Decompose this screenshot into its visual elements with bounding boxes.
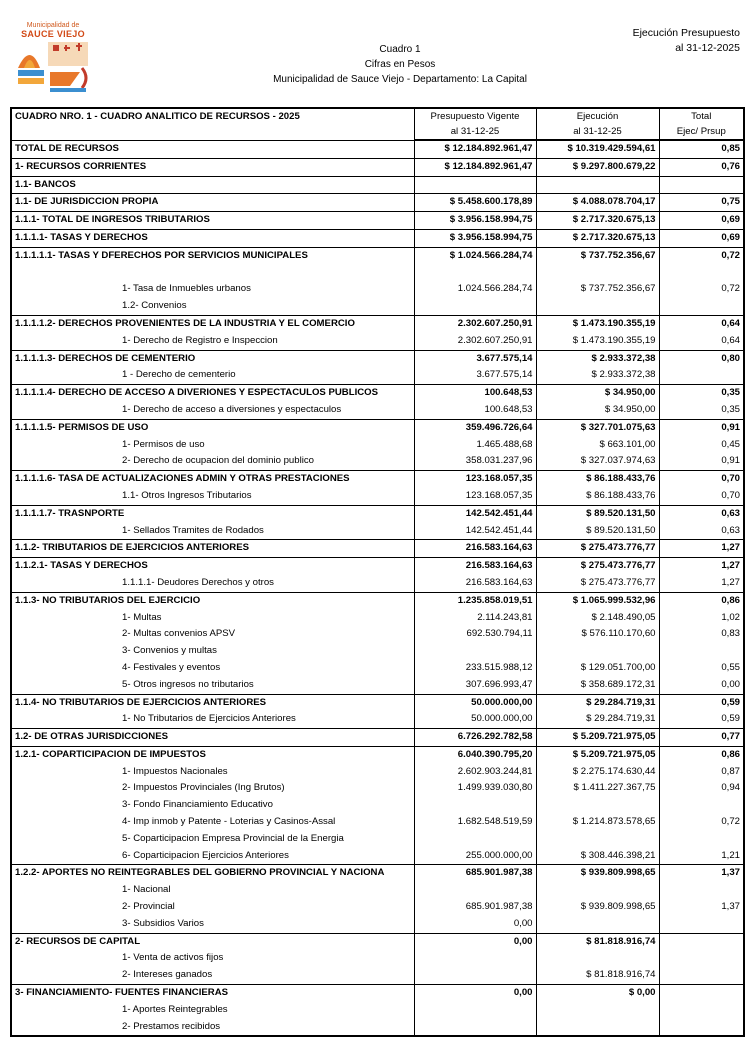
row-label: 1.1.1.1.1- TASAS Y DFERECHOS POR SERVICIOS MUNICIPALES [11,247,414,264]
row-ratio [659,265,744,282]
row-execution: $ 4.088.078.704,17 [536,194,659,212]
col-execution-subheader: al 31-12-25 [536,124,659,140]
row-execution [536,1002,659,1019]
row-label: 1.1- Otros Ingresos Tributarios [11,488,414,505]
row-label: 1.1.2.1- TASAS Y DERECHOS [11,558,414,575]
row-budget: 100.648,53 [414,385,536,402]
row-label: 2- Prestamos recibidos [11,1019,414,1037]
row-label: 1.1.2- TRIBUTARIOS DE EJERCICIOS ANTERIORES [11,540,414,558]
table-row [11,780,744,797]
row-execution [536,882,659,899]
row-execution [536,298,659,315]
row-execution: $ 89.520.131,50 [536,505,659,522]
row-ratio: 0,59 [659,694,744,711]
row-ratio: 0,76 [659,158,744,176]
table-row [11,385,744,402]
row-execution [536,950,659,967]
row-budget: 0,00 [414,916,536,933]
row-ratio: 0,77 [659,729,744,747]
row-budget [414,1002,536,1019]
report-header [240,42,560,87]
row-execution [536,797,659,814]
table-row [11,882,744,899]
row-budget: $ 3.956.158.994,75 [414,212,536,230]
table-row [11,523,744,540]
row-ratio: 1,21 [659,848,744,865]
row-budget: 3.677.575,14 [414,350,536,367]
row-budget: 123.168.057,35 [414,488,536,505]
table-row [11,265,744,282]
row-budget: 1.024.566.284,74 [414,281,536,298]
row-execution: $ 737.752.356,67 [536,247,659,264]
logo-emblem-icon [10,38,96,96]
row-label [11,265,414,282]
row-ratio [659,176,744,194]
col-ratio-subheader: Ejec/ Prsup [659,124,744,140]
table-row [11,437,744,454]
row-ratio [659,367,744,384]
row-label: 1.1- DE JURISDICCION PROPIA [11,194,414,212]
row-label: 1- Derecho de acceso a diversiones y espectaculos [11,402,414,419]
row-ratio: 0,64 [659,315,744,332]
row-label: 1.1.1.1- Deudores Derechos y otros [11,575,414,592]
row-budget: $ 1.024.566.284,74 [414,247,536,264]
row-ratio [659,882,744,899]
row-label: 1.1.1.1.6- TASA DE ACTUALIZACIONES ADMIN Y OTRAS PRESTACIONES [11,471,414,488]
table-row [11,848,744,865]
row-label: 1.1.1.1.4- DERECHO DE ACCESO A DIVERIONES Y ESPECTACULOS PUBLICOS [11,385,414,402]
row-label: 3- Subsidios Varios [11,916,414,933]
row-budget: $ 12.184.892.961,47 [414,158,536,176]
row-execution: $ 275.473.776,77 [536,540,659,558]
table-row [11,471,744,488]
row-label: 1.2- DE OTRAS JURISDICCIONES [11,729,414,747]
row-ratio: 0,63 [659,505,744,522]
row-execution: $ 939.809.998,65 [536,899,659,916]
table-row [11,677,744,694]
row-label: 1.2.1- COPARTICIPACION DE IMPUESTOS [11,746,414,763]
row-budget: 2.602.903.244,81 [414,764,536,781]
table-row [11,298,744,315]
row-ratio [659,967,744,984]
row-budget [414,967,536,984]
row-ratio: 0,72 [659,247,744,264]
row-ratio: 0,55 [659,660,744,677]
row-label: 2- Intereses ganados [11,967,414,984]
row-execution: $ 275.473.776,77 [536,575,659,592]
row-ratio [659,831,744,848]
row-label: 1.2.2- APORTES NO REINTEGRABLES DEL GOBIERNO PROVINCIAL Y NACIONA [11,865,414,882]
row-execution: $ 5.209.721.975,05 [536,729,659,747]
row-label: 1- Aportes Reintegrables [11,1002,414,1019]
table-row [11,488,744,505]
row-ratio: 1,37 [659,899,744,916]
row-budget: 2.302.607.250,91 [414,333,536,350]
row-label: 1.1.1.1.7- TRASNPORTE [11,505,414,522]
logo-line-1: Municipalidad de [26,22,80,29]
row-execution: $ 129.051.700,00 [536,660,659,677]
row-ratio: 0,70 [659,471,744,488]
row-execution: $ 2.933.372,38 [536,367,659,384]
row-budget [414,298,536,315]
row-ratio [659,643,744,660]
report-units: Cifras en Pesos [364,59,436,70]
row-ratio [659,1019,744,1037]
row-execution [536,643,659,660]
table-row [11,540,744,558]
row-label: 1- Tasa de Inmuebles urbanos [11,281,414,298]
row-ratio: 0,45 [659,437,744,454]
table-row [11,729,744,747]
row-label: 2- Impuestos Provinciales (Ing Brutos) [11,780,414,797]
row-label: 2- RECURSOS DE CAPITAL [11,933,414,950]
row-label: 1.1.1- TOTAL DE INGRESOS TRIBUTARIOS [11,212,414,230]
row-execution: $ 939.809.998,65 [536,865,659,882]
table-row [11,592,744,609]
table-row [11,453,744,470]
row-execution: $ 29.284.719,31 [536,711,659,728]
row-execution [536,1019,659,1037]
resources-table [10,107,745,1037]
row-execution: $ 1.473.190.355,19 [536,315,659,332]
table-row [11,797,744,814]
row-ratio: 0,69 [659,212,744,230]
table-row [11,575,744,592]
table-row [11,814,744,831]
row-label: 1- Permisos de uso [11,437,414,454]
row-budget: $ 5.458.600.178,89 [414,194,536,212]
row-execution: $ 308.446.398,21 [536,848,659,865]
row-budget: 2.114.243,81 [414,610,536,627]
row-ratio: 1,02 [659,610,744,627]
row-execution: $ 576.110.170,60 [536,626,659,643]
row-budget: 123.168.057,35 [414,471,536,488]
row-execution: $ 9.297.800.679,22 [536,158,659,176]
row-label: 1- No Tributarios de Ejercicios Anteriores [11,711,414,728]
row-label: 4- Imp inmob y Patente - Loterias y Casinos-Assal [11,814,414,831]
row-budget: 1.682.548.519,59 [414,814,536,831]
row-label: 1- Sellados Tramites de Rodados [11,523,414,540]
row-ratio: 0,75 [659,194,744,212]
row-ratio [659,1002,744,1019]
row-label: 1.1.1.1.2- DERECHOS PROVENIENTES DE LA INDUSTRIA Y EL COMERCIO [11,315,414,332]
table-row [11,916,744,933]
col-budget-header: Presupuesto Vigente [414,108,536,124]
row-label: 3- Fondo Financiamiento Educativo [11,797,414,814]
row-execution: $ 89.520.131,50 [536,523,659,540]
row-budget [414,643,536,660]
table-row [11,505,744,522]
row-ratio: 0,94 [659,780,744,797]
table-row [11,281,744,298]
row-label: 6- Coparticipacion Ejercicios Anteriores [11,848,414,865]
row-execution: $ 663.101,00 [536,437,659,454]
table-row [11,694,744,711]
row-label: 1.1.1.1.3- DERECHOS DE CEMENTERIO [11,350,414,367]
row-ratio: 0,80 [659,350,744,367]
row-execution [536,831,659,848]
row-execution: $ 737.752.356,67 [536,281,659,298]
table-row [11,1002,744,1019]
table-row [11,746,744,763]
row-label: 1.1.1.1- TASAS Y DERECHOS [11,229,414,247]
row-ratio: 0,72 [659,814,744,831]
row-ratio: 0,69 [659,229,744,247]
row-label: 3- Convenios y multas [11,643,414,660]
row-execution: $ 1.065.999.532,96 [536,592,659,609]
row-label: 5- Otros ingresos no tributarios [11,677,414,694]
row-label: 1 - Derecho de cementerio [11,367,414,384]
municipality-logo [10,22,96,100]
row-budget: 142.542.451,44 [414,505,536,522]
row-budget: 233.515.988,12 [414,660,536,677]
row-ratio: 0,86 [659,592,744,609]
logo-line-2: SAUCE VIEJO [21,29,85,39]
row-label: 1- Derecho de Registro e Inspeccion [11,333,414,350]
row-label: 2- Multas convenios APSV [11,626,414,643]
row-budget: 50.000.000,00 [414,711,536,728]
row-execution: $ 2.933.372,38 [536,350,659,367]
row-execution: $ 327.701.075,63 [536,419,659,436]
row-budget: 142.542.451,44 [414,523,536,540]
table-row [11,985,744,1002]
row-budget: 692.530.794,11 [414,626,536,643]
row-ratio: 1,27 [659,558,744,575]
row-budget: 3.677.575,14 [414,367,536,384]
row-label: 1.1- BANCOS [11,176,414,194]
row-budget [414,831,536,848]
table-row [11,315,744,332]
row-budget: 216.583.164,63 [414,558,536,575]
table-row [11,140,744,158]
row-budget [414,176,536,194]
row-label: 2- Derecho de ocupacion del dominio publico [11,453,414,470]
row-execution: $ 358.689.172,31 [536,677,659,694]
table-row [11,610,744,627]
row-budget: $ 3.956.158.994,75 [414,229,536,247]
row-budget: 0,00 [414,933,536,950]
table-row [11,626,744,643]
row-ratio: 0,83 [659,626,744,643]
row-label: 1.2- Convenios [11,298,414,315]
row-budget: 685.901.987,38 [414,865,536,882]
row-execution: $ 2.148.490,05 [536,610,659,627]
table-row [11,350,744,367]
row-execution [536,176,659,194]
row-budget: 100.648,53 [414,402,536,419]
row-label: 1- Venta de activos fijos [11,950,414,967]
table-title: CUADRO NRO. 1 - CUADRO ANALITICO DE RECURSOS - 2025 [11,108,414,140]
row-ratio: 0,35 [659,385,744,402]
col-execution-header: Ejecución [536,108,659,124]
row-ratio: 0,87 [659,764,744,781]
table-row [11,1019,744,1037]
row-budget: 0,00 [414,985,536,1002]
row-label: 1.1.3- NO TRIBUTARIOS DEL EJERCICIO [11,592,414,609]
report-number: Cuadro 1 [379,44,421,55]
row-label: 1- RECURSOS CORRIENTES [11,158,414,176]
row-ratio: 0,86 [659,746,744,763]
row-budget: 1.465.488,68 [414,437,536,454]
row-budget [414,1019,536,1037]
row-ratio: 1,37 [659,865,744,882]
row-label: 4- Festivales y eventos [11,660,414,677]
row-ratio: 0,72 [659,281,744,298]
row-budget: 1.499.939.030,80 [414,780,536,797]
row-ratio [659,985,744,1002]
row-execution [536,265,659,282]
row-execution: $ 5.209.721.975,05 [536,746,659,763]
row-execution: $ 2.717.320.675,13 [536,229,659,247]
table-row [11,967,744,984]
row-budget [414,265,536,282]
row-execution: $ 1.473.190.355,19 [536,333,659,350]
row-label: 1.1.1.1.5- PERMISOS DE USO [11,419,414,436]
row-execution: $ 327.037.974,63 [536,453,659,470]
row-execution: $ 10.319.429.594,61 [536,140,659,158]
col-budget-subheader: al 31-12-25 [414,124,536,140]
row-ratio: 1,27 [659,540,744,558]
row-execution: $ 86.188.433,76 [536,488,659,505]
row-budget: 216.583.164,63 [414,575,536,592]
row-ratio [659,933,744,950]
table-row [11,194,744,212]
row-ratio [659,298,744,315]
table-row [11,764,744,781]
row-budget: 2.302.607.250,91 [414,315,536,332]
period-title: Ejecución Presupuesto [632,27,740,39]
row-execution: $ 86.188.433,76 [536,471,659,488]
row-ratio: 0,91 [659,419,744,436]
row-execution: $ 81.818.916,74 [536,967,659,984]
row-budget: 1.235.858.019,51 [414,592,536,609]
logo-text [10,22,96,38]
row-budget [414,882,536,899]
row-ratio [659,950,744,967]
table-row [11,333,744,350]
report-period [590,26,740,56]
row-execution: $ 2.717.320.675,13 [536,212,659,230]
table-row [11,367,744,384]
row-ratio: 0,59 [659,711,744,728]
row-budget [414,950,536,967]
period-date: al 31-12-2025 [675,42,740,54]
table-row [11,831,744,848]
row-ratio: 0,91 [659,453,744,470]
row-execution: $ 1.411.227.367,75 [536,780,659,797]
row-budget: $ 12.184.892.961,47 [414,140,536,158]
row-ratio: 0,85 [659,140,744,158]
table-row [11,419,744,436]
row-ratio: 0,35 [659,402,744,419]
row-ratio: 0,00 [659,677,744,694]
table-row [11,950,744,967]
row-budget: 6.040.390.795,20 [414,746,536,763]
table-row [11,402,744,419]
row-execution: $ 34.950,00 [536,402,659,419]
row-budget: 359.496.726,64 [414,419,536,436]
row-execution [536,916,659,933]
row-ratio [659,797,744,814]
row-label: TOTAL DE RECURSOS [11,140,414,158]
table-row [11,660,744,677]
col-ratio-header: Total [659,108,744,124]
row-ratio [659,916,744,933]
row-ratio: 0,64 [659,333,744,350]
row-budget: 685.901.987,38 [414,899,536,916]
row-execution: $ 275.473.776,77 [536,558,659,575]
row-execution: $ 0,00 [536,985,659,1002]
table-row [11,558,744,575]
row-execution: $ 29.284.719,31 [536,694,659,711]
row-label: 2- Provincial [11,899,414,916]
report-entity: Municipalidad de Sauce Viejo - Departamento: La Capital [273,74,527,85]
table-row [11,229,744,247]
row-label: 3- FINANCIAMIENTO- FUENTES FINANCIERAS [11,985,414,1002]
row-budget: 216.583.164,63 [414,540,536,558]
row-ratio: 0,63 [659,523,744,540]
row-budget: 358.031.237,96 [414,453,536,470]
row-label: 1- Nacional [11,882,414,899]
row-budget: 6.726.292.782,58 [414,729,536,747]
row-execution: $ 81.818.916,74 [536,933,659,950]
row-execution: $ 1.214.873.578,65 [536,814,659,831]
row-ratio: 0,70 [659,488,744,505]
row-label: 5- Coparticipacion Empresa Provincial de la Energia [11,831,414,848]
row-ratio: 1,27 [659,575,744,592]
row-execution: $ 2.275.174.630,44 [536,764,659,781]
table-row [11,247,744,264]
row-label: 1- Impuestos Nacionales [11,764,414,781]
table-row [11,643,744,660]
table-row [11,711,744,728]
table-row [11,865,744,882]
table-row [11,933,744,950]
row-budget: 307.696.993,47 [414,677,536,694]
row-budget: 255.000.000,00 [414,848,536,865]
table-row [11,176,744,194]
row-label: 1.1.4- NO TRIBUTARIOS DE EJERCICIOS ANTERIORES [11,694,414,711]
row-label: 1- Multas [11,610,414,627]
table-row [11,212,744,230]
row-budget: 50.000.000,00 [414,694,536,711]
row-budget [414,797,536,814]
table-row [11,899,744,916]
table-row [11,158,744,176]
row-execution: $ 34.950,00 [536,385,659,402]
